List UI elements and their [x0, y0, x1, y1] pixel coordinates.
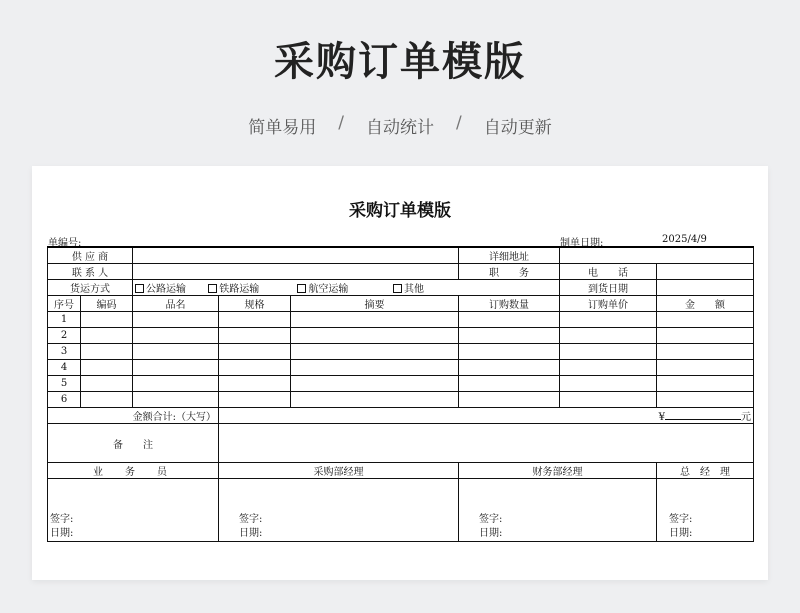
- cell[interactable]: [219, 392, 291, 408]
- cell[interactable]: [560, 328, 657, 344]
- sign-label: 签字:: [50, 514, 74, 525]
- cell[interactable]: [81, 312, 133, 328]
- order-sheet: [32, 166, 768, 580]
- table-row: [48, 392, 754, 408]
- signer-finance-manager: 财务部经理: [459, 463, 657, 479]
- cell[interactable]: [133, 360, 219, 376]
- checkbox-icon: [135, 284, 144, 293]
- tag-auto-update: 自动更新: [483, 118, 552, 138]
- shipping-label: 货运方式: [48, 280, 133, 296]
- cell[interactable]: [560, 360, 657, 376]
- cell[interactable]: [81, 360, 133, 376]
- cell[interactable]: [459, 360, 560, 376]
- cell[interactable]: [133, 344, 219, 360]
- cell[interactable]: [133, 376, 219, 392]
- cell[interactable]: [459, 376, 560, 392]
- contact-label: 联 系 人: [48, 264, 133, 280]
- shipping-option-other[interactable]: 其他: [393, 284, 424, 295]
- cell[interactable]: [133, 392, 219, 408]
- shipping-option-rail[interactable]: 铁路运输: [208, 284, 259, 295]
- phone-field[interactable]: [657, 264, 754, 280]
- cell[interactable]: [291, 328, 459, 344]
- tag-auto-stat: 自动统计: [366, 118, 434, 138]
- cell[interactable]: [81, 392, 133, 408]
- row-index: 2: [48, 328, 81, 344]
- shipping-option-road[interactable]: 公路运输: [135, 284, 186, 295]
- cell[interactable]: [560, 312, 657, 328]
- address-field[interactable]: [560, 247, 754, 264]
- order-table: [47, 246, 754, 542]
- cell[interactable]: [560, 376, 657, 392]
- table-row: [48, 312, 754, 328]
- sign-box-general-manager[interactable]: [657, 479, 754, 542]
- row-index: 4: [48, 360, 81, 376]
- row-index: 3: [48, 344, 81, 360]
- row-index: 1: [48, 312, 81, 328]
- feature-tags: [0, 113, 800, 138]
- total-field[interactable]: [219, 408, 754, 424]
- cell[interactable]: [291, 312, 459, 328]
- total-label: 金额合计:（大写）: [48, 408, 219, 424]
- cell[interactable]: [291, 376, 459, 392]
- signer-purchase-manager: 采购部经理: [219, 463, 459, 479]
- cell[interactable]: [459, 312, 560, 328]
- page-title: 采购订单模版: [274, 39, 526, 85]
- cell[interactable]: [657, 376, 754, 392]
- cell[interactable]: [81, 376, 133, 392]
- sign-date-label: 日期:: [239, 528, 263, 539]
- checkbox-icon: [208, 284, 217, 293]
- cell[interactable]: [459, 344, 560, 360]
- sign-label: 签字:: [479, 514, 503, 525]
- col-header-index: 序号: [48, 296, 81, 312]
- cell[interactable]: [459, 328, 560, 344]
- order-date-label: 制单日期:: [560, 238, 604, 249]
- form-title: 采购订单模版: [349, 201, 451, 221]
- cell[interactable]: [657, 328, 754, 344]
- tag-easy: 简单易用: [248, 118, 317, 138]
- cell[interactable]: [81, 344, 133, 360]
- cell[interactable]: [133, 312, 219, 328]
- order-date-value: 2025/4/9: [662, 234, 707, 245]
- cell[interactable]: [657, 312, 754, 328]
- order-number-label: 单编号:: [48, 238, 82, 249]
- cell[interactable]: [81, 328, 133, 344]
- signer-general-manager: 总 经 理: [657, 463, 754, 479]
- col-header-code: 编码: [81, 296, 133, 312]
- col-header-amount: 金 额: [657, 296, 754, 312]
- remarks-field[interactable]: [219, 424, 754, 463]
- sign-label: 签字:: [669, 514, 693, 525]
- cell[interactable]: [291, 392, 459, 408]
- supplier-label: 供 应 商: [48, 247, 133, 264]
- col-header-quantity: 订购数量: [459, 296, 560, 312]
- currency-symbol: ¥: [658, 412, 666, 423]
- remarks-label: 备 注: [48, 424, 219, 463]
- contact-field[interactable]: [133, 264, 459, 280]
- cell[interactable]: [560, 392, 657, 408]
- cell[interactable]: [291, 360, 459, 376]
- table-row: [48, 344, 754, 360]
- col-header-summary: 摘要: [291, 296, 459, 312]
- cell[interactable]: [657, 392, 754, 408]
- cell[interactable]: [219, 312, 291, 328]
- total-underline: [665, 410, 741, 420]
- cell[interactable]: [219, 328, 291, 344]
- row-index: 5: [48, 376, 81, 392]
- col-header-name: 品名: [133, 296, 219, 312]
- shipping-option-air[interactable]: 航空运输: [297, 284, 348, 295]
- tag-separator: /: [456, 113, 462, 133]
- signer-salesperson: 业 务 员: [48, 463, 219, 479]
- cell[interactable]: [459, 392, 560, 408]
- shipping-options: [133, 280, 560, 296]
- cell[interactable]: [657, 344, 754, 360]
- arrival-date-label: 到货日期: [560, 280, 657, 296]
- cell[interactable]: [560, 344, 657, 360]
- cell[interactable]: [219, 344, 291, 360]
- checkbox-icon: [393, 284, 402, 293]
- sign-date-label: 日期:: [50, 528, 74, 539]
- checkbox-icon: [297, 284, 306, 293]
- table-row: [48, 376, 754, 392]
- col-header-spec: 规格: [219, 296, 291, 312]
- cell[interactable]: [291, 344, 459, 360]
- cell[interactable]: [133, 328, 219, 344]
- sign-date-label: 日期:: [479, 528, 503, 539]
- table-row: [48, 328, 754, 344]
- tag-separator: /: [338, 113, 344, 133]
- phone-label: 电 话: [560, 264, 657, 280]
- supplier-field[interactable]: [133, 247, 459, 264]
- col-header-unit-price: 订购单价: [560, 296, 657, 312]
- sign-date-label: 日期:: [669, 528, 693, 539]
- sign-box-salesperson[interactable]: [48, 479, 219, 542]
- cell[interactable]: [219, 360, 291, 376]
- sign-box-finance-manager[interactable]: [459, 479, 657, 542]
- sign-label: 签字:: [239, 514, 263, 525]
- currency-unit: 元: [741, 412, 752, 423]
- row-index: 6: [48, 392, 81, 408]
- address-label: 详细地址: [459, 247, 560, 264]
- table-row: [48, 360, 754, 376]
- arrival-date-field[interactable]: [657, 280, 754, 296]
- sign-box-purchase-manager[interactable]: [219, 479, 459, 542]
- cell[interactable]: [219, 376, 291, 392]
- cell[interactable]: [657, 360, 754, 376]
- position-label: 职 务: [459, 264, 560, 280]
